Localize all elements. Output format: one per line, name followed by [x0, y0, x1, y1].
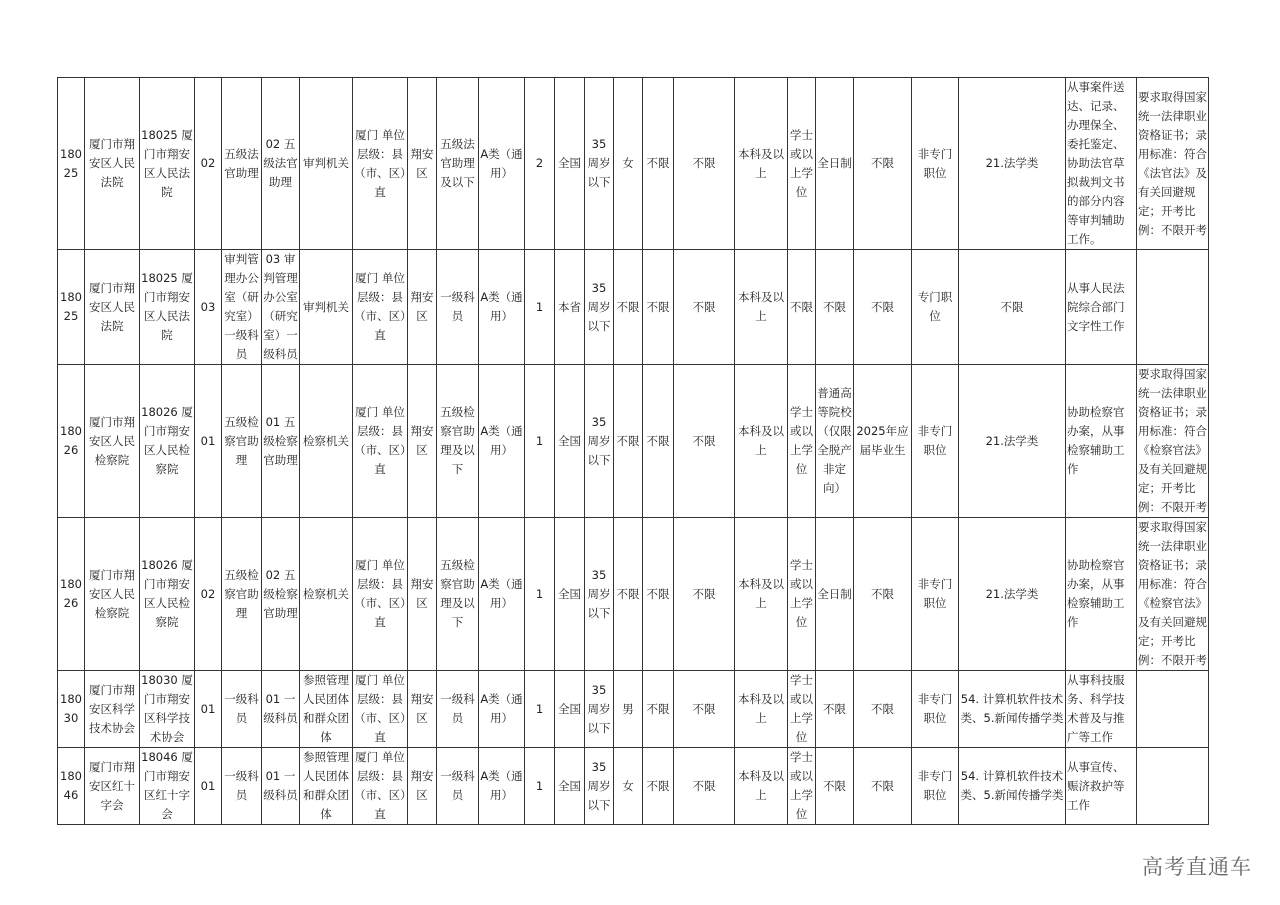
table-cell: 35周岁以下 — [585, 671, 614, 748]
table-cell: 本科及以上 — [735, 250, 788, 365]
table-cell: 18026 — [58, 365, 85, 518]
table-cell: 不限 — [816, 748, 854, 825]
table-cell: 35周岁以下 — [585, 78, 614, 250]
table-cell: 非专门职位 — [912, 518, 959, 671]
table-cell: 全国 — [555, 748, 585, 825]
table-cell — [1137, 671, 1209, 748]
table-row — [58, 671, 1209, 748]
table-cell: 厦门市翔安区人民法院 — [85, 78, 140, 250]
table-cell: 不限 — [816, 250, 854, 365]
table-cell: 要求取得国家统一法律职业资格证书；录用标准：符合《检察官法》及有关回避规定；开考比例：不限开考 — [1137, 365, 1209, 518]
table-row — [58, 748, 1209, 825]
table-cell: 五级检察官助理 — [222, 518, 262, 671]
table-cell: 五级法官助理及以下 — [437, 78, 479, 250]
table-cell: 不限 — [854, 250, 912, 365]
table-cell: 全国 — [555, 518, 585, 671]
table-cell: 不限 — [674, 671, 735, 748]
table-cell: 一级科员 — [437, 671, 479, 748]
table-cell: 五级检察官助理及以下 — [437, 365, 479, 518]
table-cell: 1 — [525, 671, 555, 748]
table-cell: 厦门市翔安区红十字会 — [85, 748, 140, 825]
table-cell: A类（通用） — [479, 78, 525, 250]
table-cell: 本科及以上 — [735, 748, 788, 825]
table-cell: 35周岁以下 — [585, 365, 614, 518]
table-cell: 翔安区 — [408, 250, 437, 365]
table-cell: 1 — [525, 748, 555, 825]
table-cell — [1137, 748, 1209, 825]
table-cell: 普通高等院校（仅限全脱产非定向） — [816, 365, 854, 518]
table-cell: 35周岁以下 — [585, 518, 614, 671]
table-cell: 本科及以上 — [735, 671, 788, 748]
table-cell: 1 — [525, 518, 555, 671]
table-cell: 不限 — [643, 748, 674, 825]
table-cell: 协助检察官办案，从事检察辅助工作 — [1066, 518, 1137, 671]
table-cell: 专门职位 — [912, 250, 959, 365]
table-cell: 不限 — [674, 365, 735, 518]
table-cell: 学士或以上学位 — [788, 748, 816, 825]
table-cell: 翔安区 — [408, 365, 437, 518]
table-cell: 本科及以上 — [735, 518, 788, 671]
table-cell: A类（通用） — [479, 671, 525, 748]
table-cell: 从事宣传、赈济救护等工作 — [1066, 748, 1137, 825]
table-cell: 全日制 — [816, 78, 854, 250]
table-cell: 不限 — [674, 748, 735, 825]
table-cell: 厦门 单位层级：县（市、区）直 — [353, 365, 408, 518]
table-cell: 18026 厦门市翔安区人民检察院 — [140, 365, 195, 518]
table-cell: 要求取得国家统一法律职业资格证书；录用标准：符合《法官法》及有关回避规定；开考比例：不限开考 — [1137, 78, 1209, 250]
table-cell: 18030 — [58, 671, 85, 748]
table-cell: 03 — [195, 250, 222, 365]
table-cell: 21.法学类 — [959, 518, 1066, 671]
table-cell: 本科及以上 — [735, 78, 788, 250]
table-cell: 35周岁以下 — [585, 748, 614, 825]
table-cell: 翔安区 — [408, 748, 437, 825]
table-cell: 男 — [614, 671, 643, 748]
table-cell: 从事科技服务、科学技术普及与推广等工作 — [1066, 671, 1137, 748]
table-cell: 厦门 单位层级：县（市、区）直 — [353, 671, 408, 748]
watermark-text: 高考直通车 — [1142, 855, 1252, 879]
table-cell: 18025 — [58, 78, 85, 250]
table-cell: 女 — [614, 748, 643, 825]
table-cell: 不限 — [674, 78, 735, 250]
table-cell: 非专门职位 — [912, 748, 959, 825]
table-cell: 翔安区 — [408, 671, 437, 748]
table-cell: 一级科员 — [222, 671, 262, 748]
table-cell: 五级检察官助理 — [222, 365, 262, 518]
table-row — [58, 78, 1209, 250]
table-cell: 1 — [525, 250, 555, 365]
table-cell: 全国 — [555, 671, 585, 748]
table-cell: 不限 — [674, 518, 735, 671]
table-cell: 不限 — [643, 78, 674, 250]
table-cell: 不限 — [959, 250, 1066, 365]
table-cell: 35周岁以下 — [585, 250, 614, 365]
table-row — [58, 365, 1209, 518]
table-cell: 从事案件送达、记录、办理保全、委托鉴定、协助法官草拟裁判文书的部分内容等审判辅助工作。 — [1066, 78, 1137, 250]
table-cell: A类（通用） — [479, 518, 525, 671]
table-cell: 一级科员 — [437, 250, 479, 365]
table-cell: 21.法学类 — [959, 365, 1066, 518]
table-cell: 不限 — [854, 671, 912, 748]
table-cell: 检察机关 — [300, 365, 353, 518]
table-cell: 非专门职位 — [912, 78, 959, 250]
table-cell: 02 — [195, 518, 222, 671]
table-cell: 54. 计算机软件技术类、5.新闻传播学类 — [959, 671, 1066, 748]
table-cell: 21.法学类 — [959, 78, 1066, 250]
table-row — [58, 250, 1209, 365]
table-cell: 审判机关 — [300, 250, 353, 365]
table-cell: 不限 — [614, 518, 643, 671]
table-cell: 18025 — [58, 250, 85, 365]
table-cell: 学士或以上学位 — [788, 365, 816, 518]
table-cell: 学士或以上学位 — [788, 671, 816, 748]
table-cell: 厦门 单位层级：县（市、区）直 — [353, 748, 408, 825]
table-cell: 厦门 单位层级：县（市、区）直 — [353, 78, 408, 250]
table-cell: 2025年应届毕业生 — [854, 365, 912, 518]
table-body — [58, 78, 1209, 825]
table-cell: 不限 — [614, 250, 643, 365]
table-cell: A类（通用） — [479, 748, 525, 825]
table-cell: 01 一级科员 — [262, 671, 300, 748]
table-cell: 审判机关 — [300, 78, 353, 250]
table-cell: 18046 厦门市翔安区红十字会 — [140, 748, 195, 825]
table-cell: 学士或以上学位 — [788, 78, 816, 250]
table-cell: 不限 — [643, 518, 674, 671]
table-cell: 检察机关 — [300, 518, 353, 671]
table-cell: 不限 — [614, 365, 643, 518]
table-cell: 不限 — [643, 365, 674, 518]
table-cell: 参照管理人民团体和群众团体 — [300, 748, 353, 825]
table-cell: 2 — [525, 78, 555, 250]
table-cell: 18046 — [58, 748, 85, 825]
table-cell: 18025 厦门市翔安区人民法院 — [140, 250, 195, 365]
table-cell: 02 五级法官助理 — [262, 78, 300, 250]
job-positions-table — [57, 77, 1209, 825]
table-cell: 不限 — [854, 78, 912, 250]
table-cell: 01 — [195, 365, 222, 518]
table-cell: 全日制 — [816, 518, 854, 671]
table-cell: 参照管理人民团体和群众团体 — [300, 671, 353, 748]
table-cell: 从事人民法院综合部门文字性工作 — [1066, 250, 1137, 365]
table-cell: 全国 — [555, 365, 585, 518]
table-cell: 协助检察官办案，从事检察辅助工作 — [1066, 365, 1137, 518]
table-cell: 厦门市翔安区科学技术协会 — [85, 671, 140, 748]
table-cell: 01 — [195, 748, 222, 825]
table-cell: 不限 — [788, 250, 816, 365]
table-cell: 一级科员 — [222, 748, 262, 825]
table-cell: 18030 厦门市翔安区科学技术协会 — [140, 671, 195, 748]
table-cell: 02 五级检察官助理 — [262, 518, 300, 671]
table-cell: 01 五级检察官助理 — [262, 365, 300, 518]
table-cell: 不限 — [643, 671, 674, 748]
table-cell: A类（通用） — [479, 365, 525, 518]
table-cell: 18026 厦门市翔安区人民检察院 — [140, 518, 195, 671]
table-cell: 要求取得国家统一法律职业资格证书；录用标准：符合《检察官法》及有关回避规定；开考比例：不限开考 — [1137, 518, 1209, 671]
table-cell: 厦门 单位层级：县（市、区）直 — [353, 250, 408, 365]
table-cell: 审判管理办公室（研究室）一级科员 — [222, 250, 262, 365]
table-cell: 本科及以上 — [735, 365, 788, 518]
table-cell: 不限 — [674, 250, 735, 365]
table-cell: 非专门职位 — [912, 365, 959, 518]
table-cell: 非专门职位 — [912, 671, 959, 748]
table-row — [58, 518, 1209, 671]
table-cell: 女 — [614, 78, 643, 250]
table-cell: 厦门市翔安区人民检察院 — [85, 518, 140, 671]
table-cell: 厦门 单位层级：县（市、区）直 — [353, 518, 408, 671]
table-cell: 翔安区 — [408, 78, 437, 250]
table-cell: 01 一级科员 — [262, 748, 300, 825]
table-cell: 五级检察官助理及以下 — [437, 518, 479, 671]
table-cell — [1137, 250, 1209, 365]
table-cell: 03 审判管理办公室（研究室）一级科员 — [262, 250, 300, 365]
table-cell: 一级科员 — [437, 748, 479, 825]
table-cell: A类（通用） — [479, 250, 525, 365]
table-cell: 54. 计算机软件技术类、5.新闻传播学类 — [959, 748, 1066, 825]
table-cell: 本省 — [555, 250, 585, 365]
table-cell: 厦门市翔安区人民检察院 — [85, 365, 140, 518]
table-cell: 学士或以上学位 — [788, 518, 816, 671]
table-cell: 全国 — [555, 78, 585, 250]
table-cell: 1 — [525, 365, 555, 518]
table-cell: 不限 — [854, 748, 912, 825]
table-cell: 不限 — [643, 250, 674, 365]
table-cell: 厦门市翔安区人民法院 — [85, 250, 140, 365]
table-cell: 翔安区 — [408, 518, 437, 671]
table-cell: 五级法官助理 — [222, 78, 262, 250]
table-cell: 01 — [195, 671, 222, 748]
table-cell: 02 — [195, 78, 222, 250]
table-cell: 不限 — [854, 518, 912, 671]
table-cell: 18025 厦门市翔安区人民法院 — [140, 78, 195, 250]
table-cell: 不限 — [816, 671, 854, 748]
table-cell: 18026 — [58, 518, 85, 671]
